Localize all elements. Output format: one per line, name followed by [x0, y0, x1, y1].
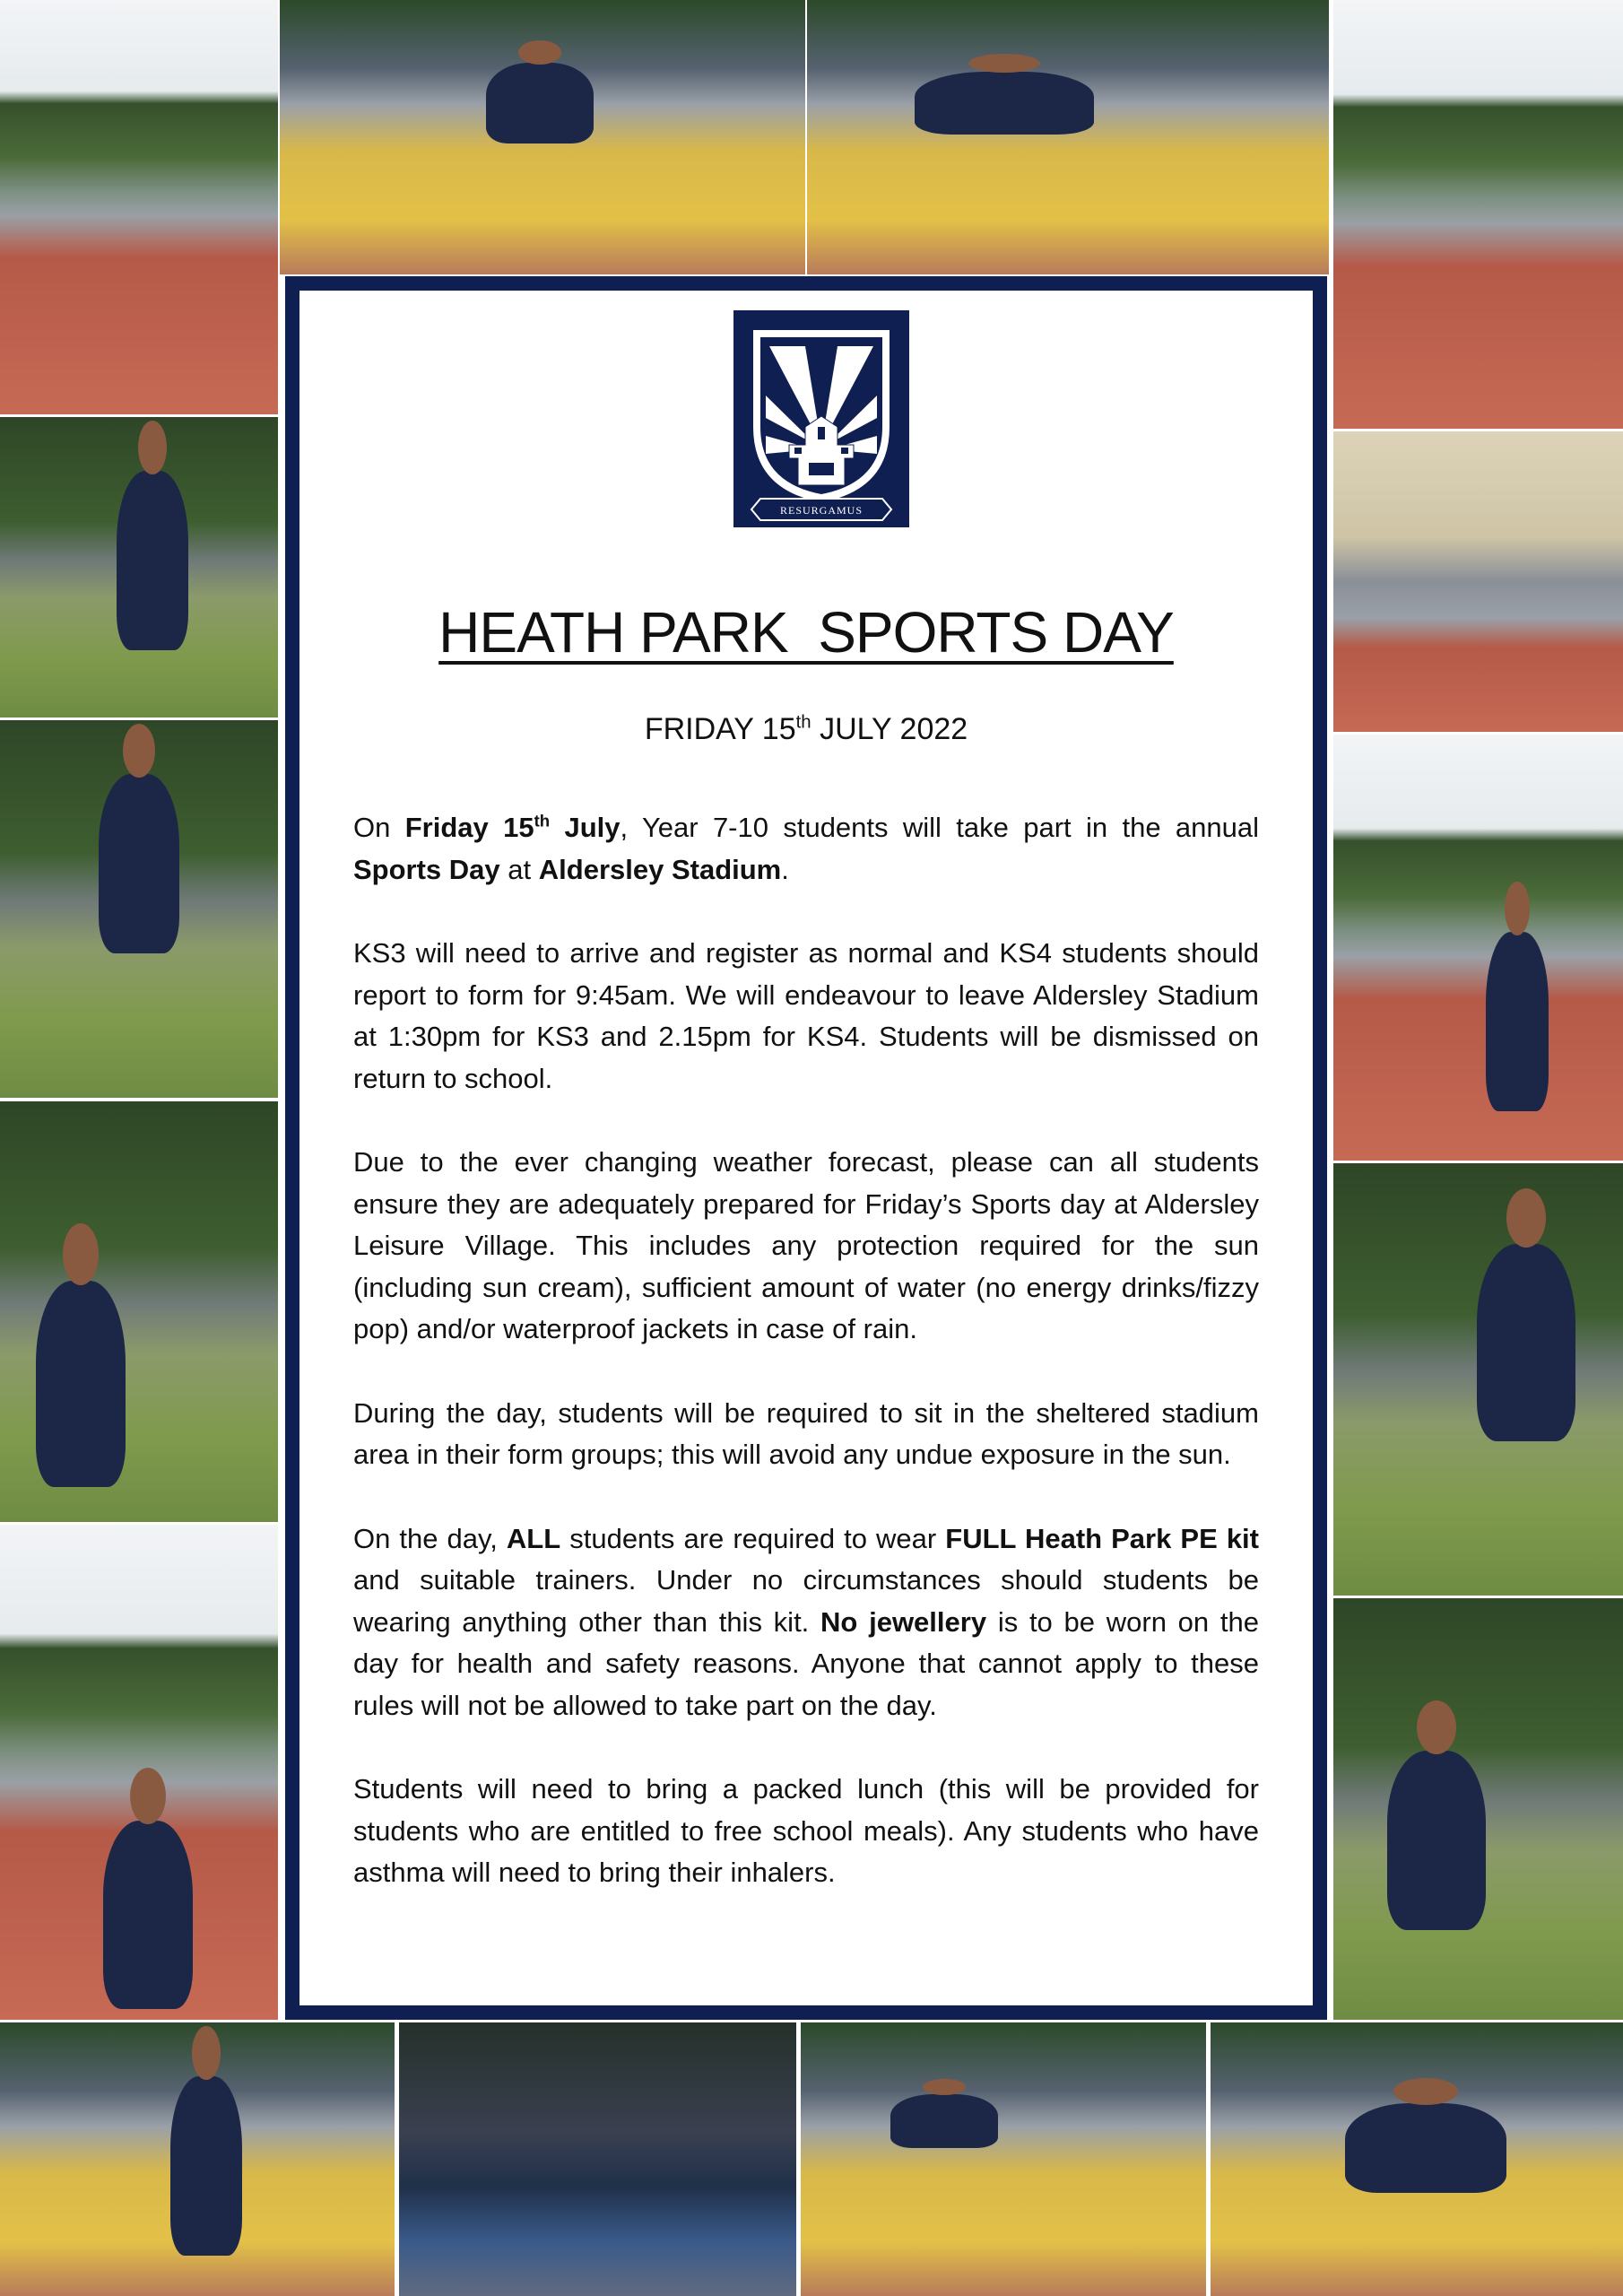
date-ordinal: th	[795, 712, 812, 733]
text-run: is to be worn on the day for health and safety reasons. Anyone that cannot apply to these rules will not be allowed to take part on the day.	[353, 1605, 1259, 1721]
bold-text-run: FULL Heath Park PE kit	[945, 1522, 1259, 1554]
athlete-figure	[99, 774, 179, 953]
bold-text-run: No jewellery	[820, 1605, 987, 1638]
bold-text-run: July	[550, 812, 621, 843]
notice-frame	[285, 276, 1327, 2020]
athlete-figure	[1387, 1751, 1486, 1930]
date-prefix: FRIDAY 15	[644, 712, 796, 746]
body-paragraph	[353, 1518, 1259, 1727]
photo-long-jump-left-3	[0, 720, 278, 1098]
photo-stadium-right-2	[1333, 431, 1623, 732]
bold-text-run: Aldersley Stadium	[538, 853, 782, 885]
text-run: On the day,	[353, 1522, 507, 1554]
photo-high-jump-bottom-3	[801, 2022, 1206, 2296]
photo-students-group-bottom-2	[399, 2022, 796, 2296]
athlete-figure	[915, 72, 1094, 135]
school-crest-logo	[733, 310, 909, 527]
photo-track-left-1	[0, 0, 278, 414]
photo-long-jump-left-2	[0, 417, 278, 718]
body-paragraph	[353, 933, 1259, 1100]
body-paragraph	[353, 1393, 1259, 1476]
photo-students-lineup-right-1	[1333, 0, 1623, 429]
bold-text-run: th	[534, 811, 551, 831]
event-date	[299, 712, 1313, 747]
text-run: students are required to wear	[560, 1522, 946, 1554]
text-run: On	[353, 812, 405, 843]
photo-javelin-left-4	[0, 1101, 278, 1522]
photo-javelin-right-5	[1333, 1598, 1623, 2020]
text-run: Students will need to bring a packed lunch (this will be provided for students who are entitled to free school meals). Any students who have asthma will need to bring their inhalers.	[353, 1773, 1259, 1888]
body-paragraph	[353, 1769, 1259, 1894]
athlete-figure	[1345, 2103, 1506, 2193]
athlete-figure	[486, 63, 594, 144]
athlete-figure	[170, 2076, 242, 2256]
notice-panel	[299, 291, 1313, 2005]
body-paragraph	[353, 1142, 1259, 1351]
bold-text-run: Sports Day	[353, 853, 500, 885]
photo-running-right-3	[1333, 735, 1623, 1161]
body-paragraph	[353, 807, 1259, 891]
photo-long-jump-right-4	[1333, 1163, 1623, 1596]
athlete-figure	[103, 1821, 193, 2009]
page-title: HEATH PARK SPORTS DAY	[438, 600, 1174, 665]
photo-high-jump-top-right	[807, 0, 1329, 274]
photo-running-left-5	[0, 1525, 278, 2020]
athlete-figure	[890, 2094, 998, 2148]
text-run: .	[781, 853, 789, 885]
photo-high-jump-bottom-4	[1211, 2022, 1623, 2296]
athlete-figure	[36, 1281, 126, 1487]
bold-text-run: ALL	[506, 1522, 561, 1554]
crest-motto: RESURGAMUS	[779, 504, 864, 517]
text-run: During the day, students will be required to sit in the sheltered stadium area in their form groups; this will avoid any undue exposure in the sun.	[353, 1396, 1259, 1470]
athlete-figure	[1477, 1244, 1575, 1441]
athlete-figure	[1486, 932, 1549, 1111]
photo-high-jump-top-left	[280, 0, 805, 274]
date-suffix: JULY 2022	[811, 712, 968, 746]
text-run: , Year 7-10 students will take part in the annual	[620, 812, 1260, 843]
text-run: KS3 will need to arrive and register as normal and KS4 students should report to form for 9:45am. We will endeavour to leave Aldersley Stadium at 1:30pm for KS3 and 2.15pm for KS4. Students will be dismissed on return to school.	[353, 937, 1259, 1094]
text-run: Due to the ever changing weather forecast, please can all students ensure they are adequately prepared for Friday’s Sports day at Aldersley Leisure Village. This includes any protection required for the sun (including sun cream), sufficient amount of water (no energy drinks/fizzy pop) and/or waterproof jackets in case of rain.	[353, 1146, 1259, 1344]
bold-text-run: Friday 15	[404, 812, 534, 843]
notice-body	[353, 807, 1259, 1936]
photo-high-jump-bottom-1	[0, 2022, 395, 2296]
text-run: and suitable trainers. Under no circumstances should students be wearing anything other than this kit.	[353, 1564, 1259, 1638]
text-run: at	[499, 853, 539, 885]
athlete-figure	[117, 471, 188, 650]
